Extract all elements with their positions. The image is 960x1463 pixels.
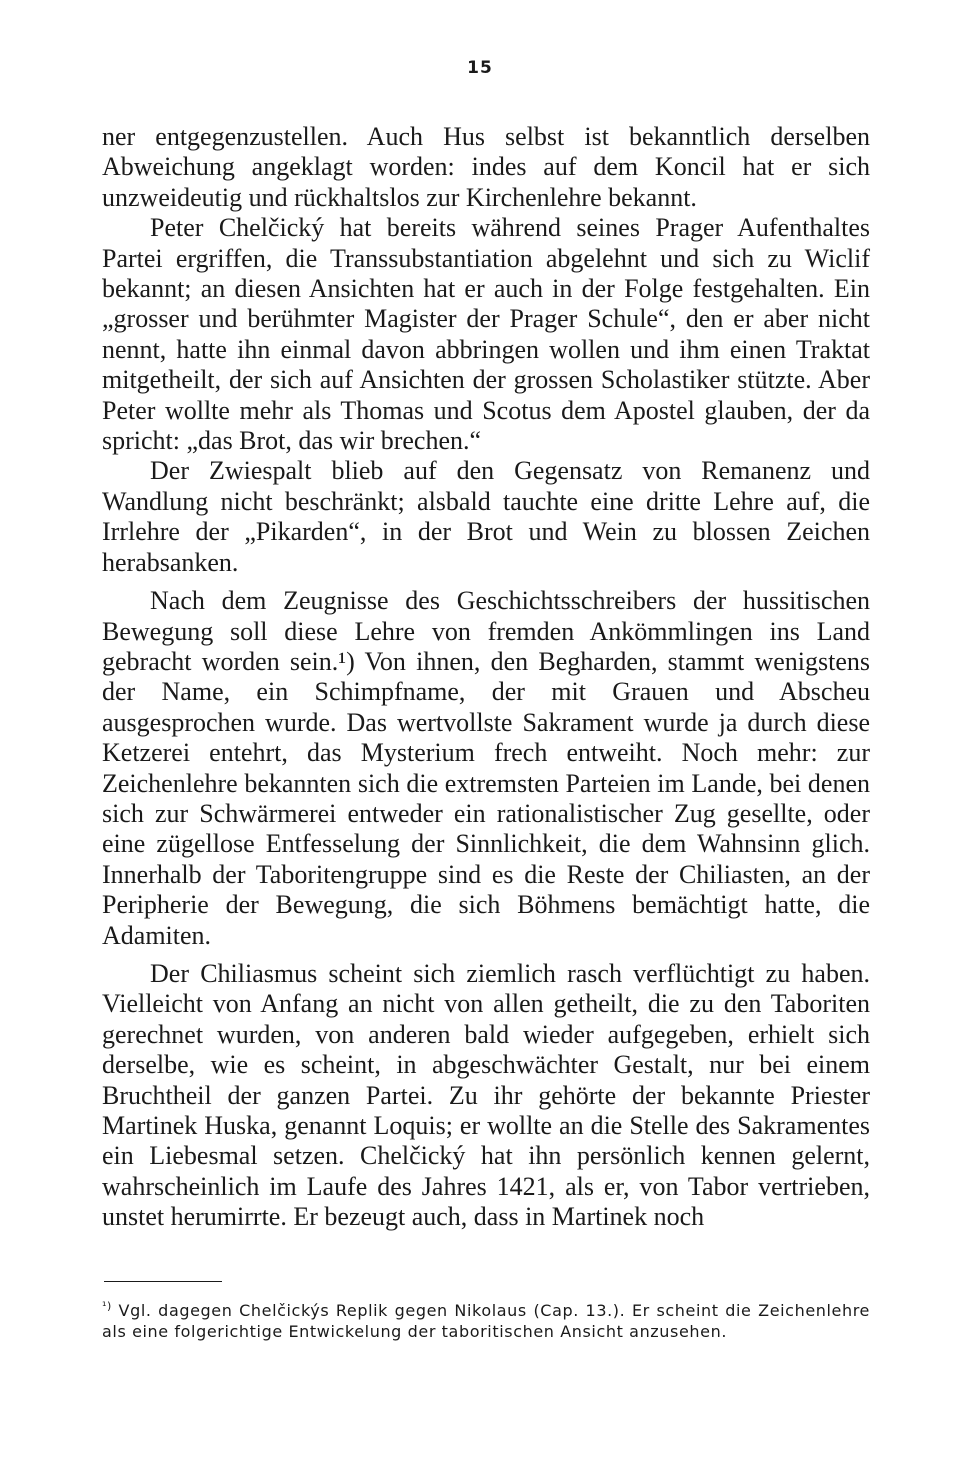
paragraph-4: Nach dem Zeugnisse des Geschichtsschreibers der hussitischen Bewegung soll diese Lehre von fremden Ankömmlingen ins Land gebracht worden sein.¹) Von ihnen, den Begharden, stammt wenigstens der Name, ein Schimpfname, der mit Grauen und Abscheu ausgesprochen wurde. Das wertvollste Sakrament wurde ja durch diese Ketzerei entehrt, das Mysterium frech entweiht. Noch mehr: zur Zeichenlehre bekannten sich die extremsten Parteien im Lande, bei denen sich zur Schwärmerei entweder ein rationalistischer Zug gesellte, oder eine zügellose Entfesselung der Sinnlichkeit, die dem Wahnsinn glich. Innerhalb der Taboritengruppe sind es die Reste der Chiliasten, an der Peripherie der Bewegung, die sich Böhmens bemächtigt hatte, die Adamiten. (102, 586, 870, 950)
page-number: 15 (467, 58, 493, 78)
paragraph-2: Peter Chelčický hat bereits während seines Prager Aufenthaltes Partei ergriffen, die Transsubstantiation abgelehnt und sich zu Wiclif bekannt; an diesen Ansichten hat er auch in der Folge festgehalten. Ein „grosser und berühmter Magister der Prager Schule“, den er aber nicht nennt, hatte ihn einmal davon abbringen wollen und ihm einen Traktat mitgetheilt, der sich auf Ansichten der grossen Scholastiker stützte. Aber Peter wollte mehr als Thomas und Scotus dem Apostel glauben, der da spricht: „das Brot, das wir brechen.“ (102, 213, 870, 456)
footnote (102, 1300, 870, 1342)
footnote-marker: ¹) (102, 1299, 112, 1313)
paragraph-3: Der Zwiespalt blieb auf den Gegensatz von Remanenz und Wandlung nicht beschränkt; alsbald tauchte eine dritte Lehre auf, die Irrlehre der „Pikarden“, in der Brot und Wein zu blossen Zeichen herabsanken. (102, 456, 870, 577)
footnote-separator (104, 1281, 222, 1282)
paragraph-5: Der Chiliasmus scheint sich ziemlich rasch verflüchtigt zu haben. Vielleicht von Anfang an nicht von allen getheilt, die zu den Taboriten gerechnet wurden, von anderen bald wieder aufgegeben, erhielt sich derselbe, wie es scheint, in abgeschwächter Gestalt, nur bei einem Bruchtheil der ganzen Partei. Zu ihr gehörte der bekannte Priester Martinek Huska, genannt Loquis; er wollte an die Stelle des Sakramentes ein Liebesmal setzen. Chelčický hat ihn persönlich kennen gelernt, wahrscheinlich im Laufe des Jahres 1421, als er, von Tabor vertrieben, unstet herumirrte. Er bezeugt auch, dass in Martinek noch (102, 958, 870, 1232)
body-text (102, 122, 870, 1233)
paragraph-1: ner entgegenzustellen. Auch Hus selbst ist bekanntlich derselben Abweichung angeklagt worden: indes auf dem Koncil hat er sich unzweideutig und rückhaltslos zur Kirchenlehre bekannt. (102, 122, 870, 212)
footnote-text: Vgl. dagegen Chelčickýs Replik gegen Nikolaus (Cap. 13.). Er scheint die Zeichenlehre als eine folgerichtige Entwickelung der taboritischen Ansicht anzusehen. (102, 1301, 870, 1341)
